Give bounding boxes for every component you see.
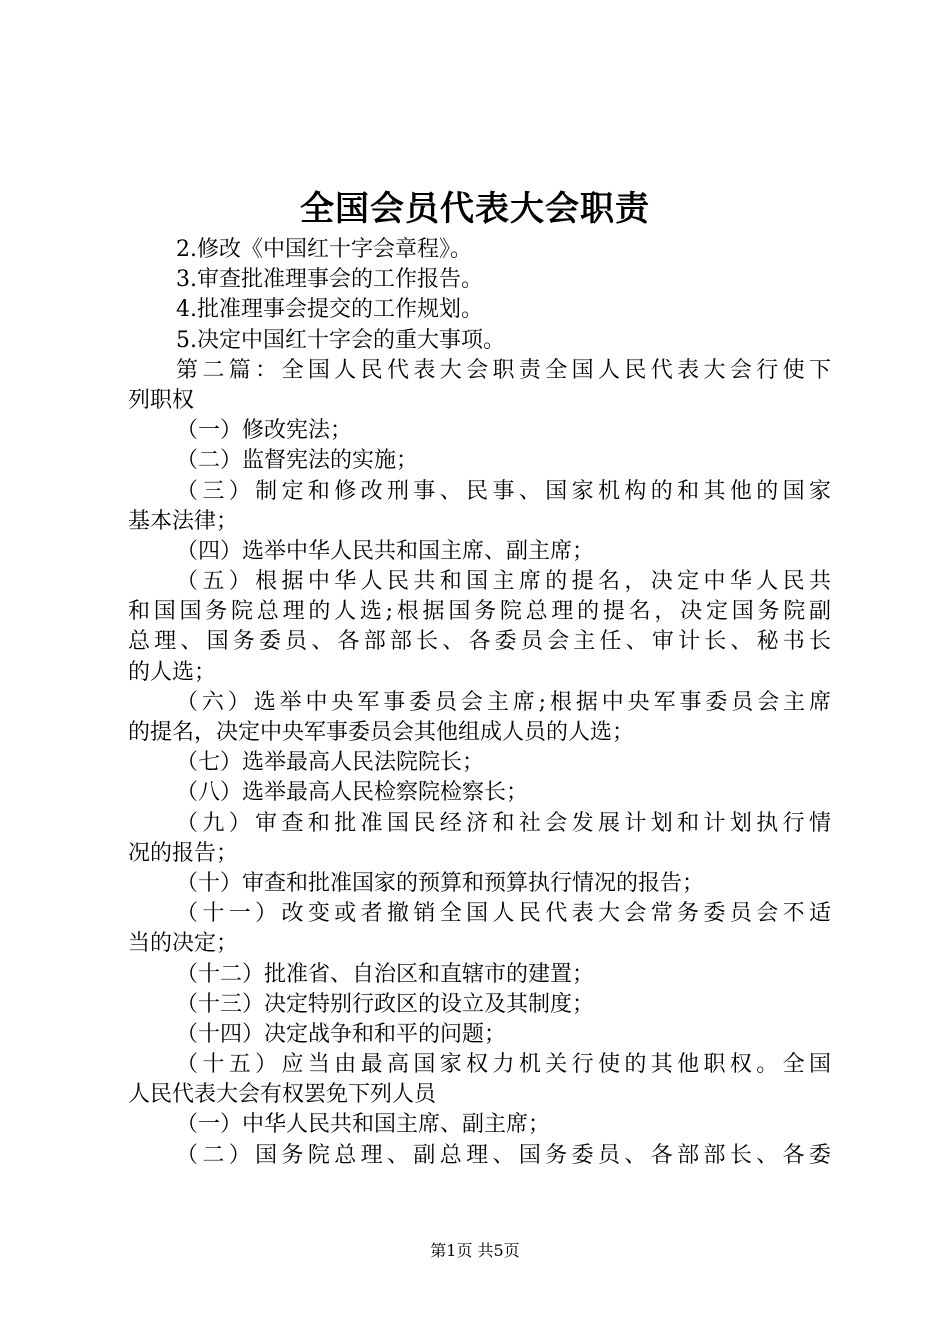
body-line: 和国国务院总理的人选;根据国务院总理的提名，决定国务院副 — [128, 599, 831, 625]
body-line: （五）根据中华人民共和国主席的提名，决定中华人民共 — [176, 569, 831, 595]
body-line: 总理、国务委员、各部部长、各委员会主任、审计长、秘书长 — [128, 629, 831, 655]
body-line: 的人选； — [128, 659, 217, 685]
body-line: （二）监督宪法的实施； — [176, 448, 419, 474]
body-line: （十三）决定特别行政区的设立及其制度； — [176, 991, 595, 1017]
body-line: 2.修改《中国红十字会章程》。 — [176, 237, 472, 262]
body-line: 5.决定中国红十字会的重大事项。 — [176, 327, 505, 353]
body-line: （九）审查和批准国民经济和社会发展计划和计划执行情 — [176, 810, 831, 836]
body-line: （三）制定和修改刑事、民事、国家机构的和其他的国家 — [176, 478, 831, 504]
body-line: 的提名，决定中央军事委员会其他组成人员的人选； — [128, 720, 635, 745]
body-line: 列职权 — [128, 387, 195, 413]
body-line: 人民代表大会有权罢免下列人员 — [128, 1082, 437, 1108]
body-line: （四）选举中华人民共和国主席、副主席； — [176, 538, 595, 564]
body-line: （七）选举最高人民法院院长； — [176, 750, 485, 776]
document-body — [128, 235, 831, 1171]
body-line: 基本法律； — [128, 508, 239, 534]
body-line: （八）选举最高人民检察院检察长； — [176, 780, 529, 806]
body-line: （一）中华人民共和国主席、副主席； — [176, 1112, 551, 1138]
body-line: 当的决定； — [128, 931, 239, 957]
body-line: （十四）决定战争和和平的问题； — [176, 1021, 507, 1047]
body-line: 3.审查批准理事会的工作报告。 — [176, 267, 483, 293]
body-line: （十）审查和批准国家的预算和预算执行情况的报告； — [176, 870, 705, 896]
body-line: （十五）应当由最高国家权力机关行使的其他职权。全国 — [176, 1052, 831, 1078]
body-line: （二）国务院总理、副总理、国务委员、各部部长、各委 — [176, 1142, 831, 1168]
body-line: （十二）批准省、自治区和直辖市的建置； — [176, 961, 595, 987]
body-line: （六）选举中央军事委员会主席;根据中央军事委员会主席 — [176, 689, 831, 715]
body-line: 况的报告； — [128, 840, 239, 866]
body-line: （十一）改变或者撤销全国人民代表大会常务委员会不适 — [176, 901, 831, 927]
page-title: 全国会员代表大会职责 — [300, 189, 650, 229]
body-line: （一）修改宪法； — [176, 418, 353, 444]
page-number-footer: 第1页 共5页 — [430, 1241, 520, 1260]
body-line: 4.批准理事会提交的工作规划。 — [176, 297, 483, 323]
body-line: 第二篇：全国人民代表大会职责全国人民代表大会行使下 — [176, 357, 831, 383]
